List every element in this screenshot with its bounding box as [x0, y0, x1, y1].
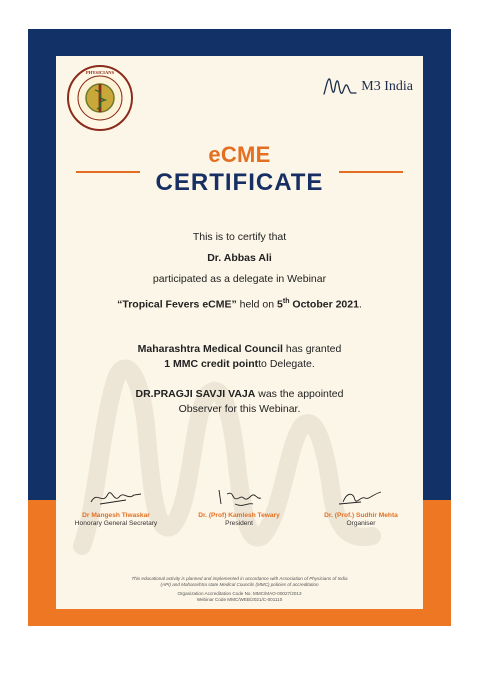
credit-rest: to Delegate. — [258, 358, 315, 370]
observer-name: DR.PRAGJI SAVJI VAJA — [135, 388, 256, 400]
observer-line-2: Observer for this Webinar. — [178, 403, 301, 415]
council-rest: has granted — [282, 343, 342, 355]
held-on-text: held on — [236, 298, 278, 311]
footer-accreditation-code: Organization Accreditation Code No. MMC/MAO-00027/2013 — [177, 591, 302, 596]
recipient-name: Dr. Abbas Ali — [207, 252, 272, 264]
brand-name: M3 India — [361, 79, 413, 94]
observer-rest: was the appointed — [255, 388, 344, 400]
m3-wave-icon — [323, 76, 357, 98]
date-rest: October 2021 — [289, 298, 359, 311]
signatory-3 — [301, 486, 421, 527]
participation-line: participated as a delegate in Webinar — [152, 273, 327, 285]
signatory-1-name: Dr Mangesh Tiwaskar — [82, 512, 150, 519]
title-certificate: CERTIFICATE — [155, 169, 324, 196]
observer-line — [56, 388, 423, 400]
svg-text:PHYSICIANS: PHYSICIANS — [85, 70, 115, 75]
footer-line-2: (API) and Maharashtra state Medical Councils (MMC) policies of accreditation — [160, 582, 319, 587]
api-seal-logo — [66, 64, 134, 132]
certificate-paper — [56, 56, 423, 609]
council-name: Maharashtra Medical Council — [137, 343, 283, 355]
m3-india-logo — [323, 74, 413, 100]
signature-2-icon — [209, 486, 269, 508]
signatory-3-name: Dr. (Prof.) Sudhir Mehta — [324, 512, 398, 519]
signatory-2-name: Dr. (Prof) Kamlesh Tewary — [198, 512, 280, 519]
signatory-1-role: Honorary General Secretary — [74, 520, 158, 527]
footer-line-1: This educational activity is planned and implemented in accordance with Association of Physicians of India — [131, 576, 348, 581]
council-line — [56, 343, 423, 355]
footer-webinar-code: Webinar Code MMC/WEB/2021/C-001110 — [196, 597, 283, 602]
signature-3-icon — [331, 486, 391, 508]
date-suffix: th — [282, 298, 290, 305]
credit-points: 1 MMC credit point — [164, 358, 259, 370]
webinar-title: “Tropical Fevers eCME” — [117, 298, 237, 311]
certify-line: This is to certify that — [192, 231, 287, 243]
signatory-2-role: President — [225, 520, 253, 527]
signatory-3-role: Organiser — [346, 520, 376, 527]
credit-line — [56, 358, 423, 370]
date-end: . — [358, 298, 362, 311]
date-day: 5 — [277, 298, 283, 311]
title-ecme: eCME — [208, 142, 271, 167]
webinar-line — [56, 298, 423, 311]
signatory-2 — [179, 486, 299, 527]
signatory-1 — [56, 486, 176, 527]
signature-1-icon — [86, 486, 146, 508]
